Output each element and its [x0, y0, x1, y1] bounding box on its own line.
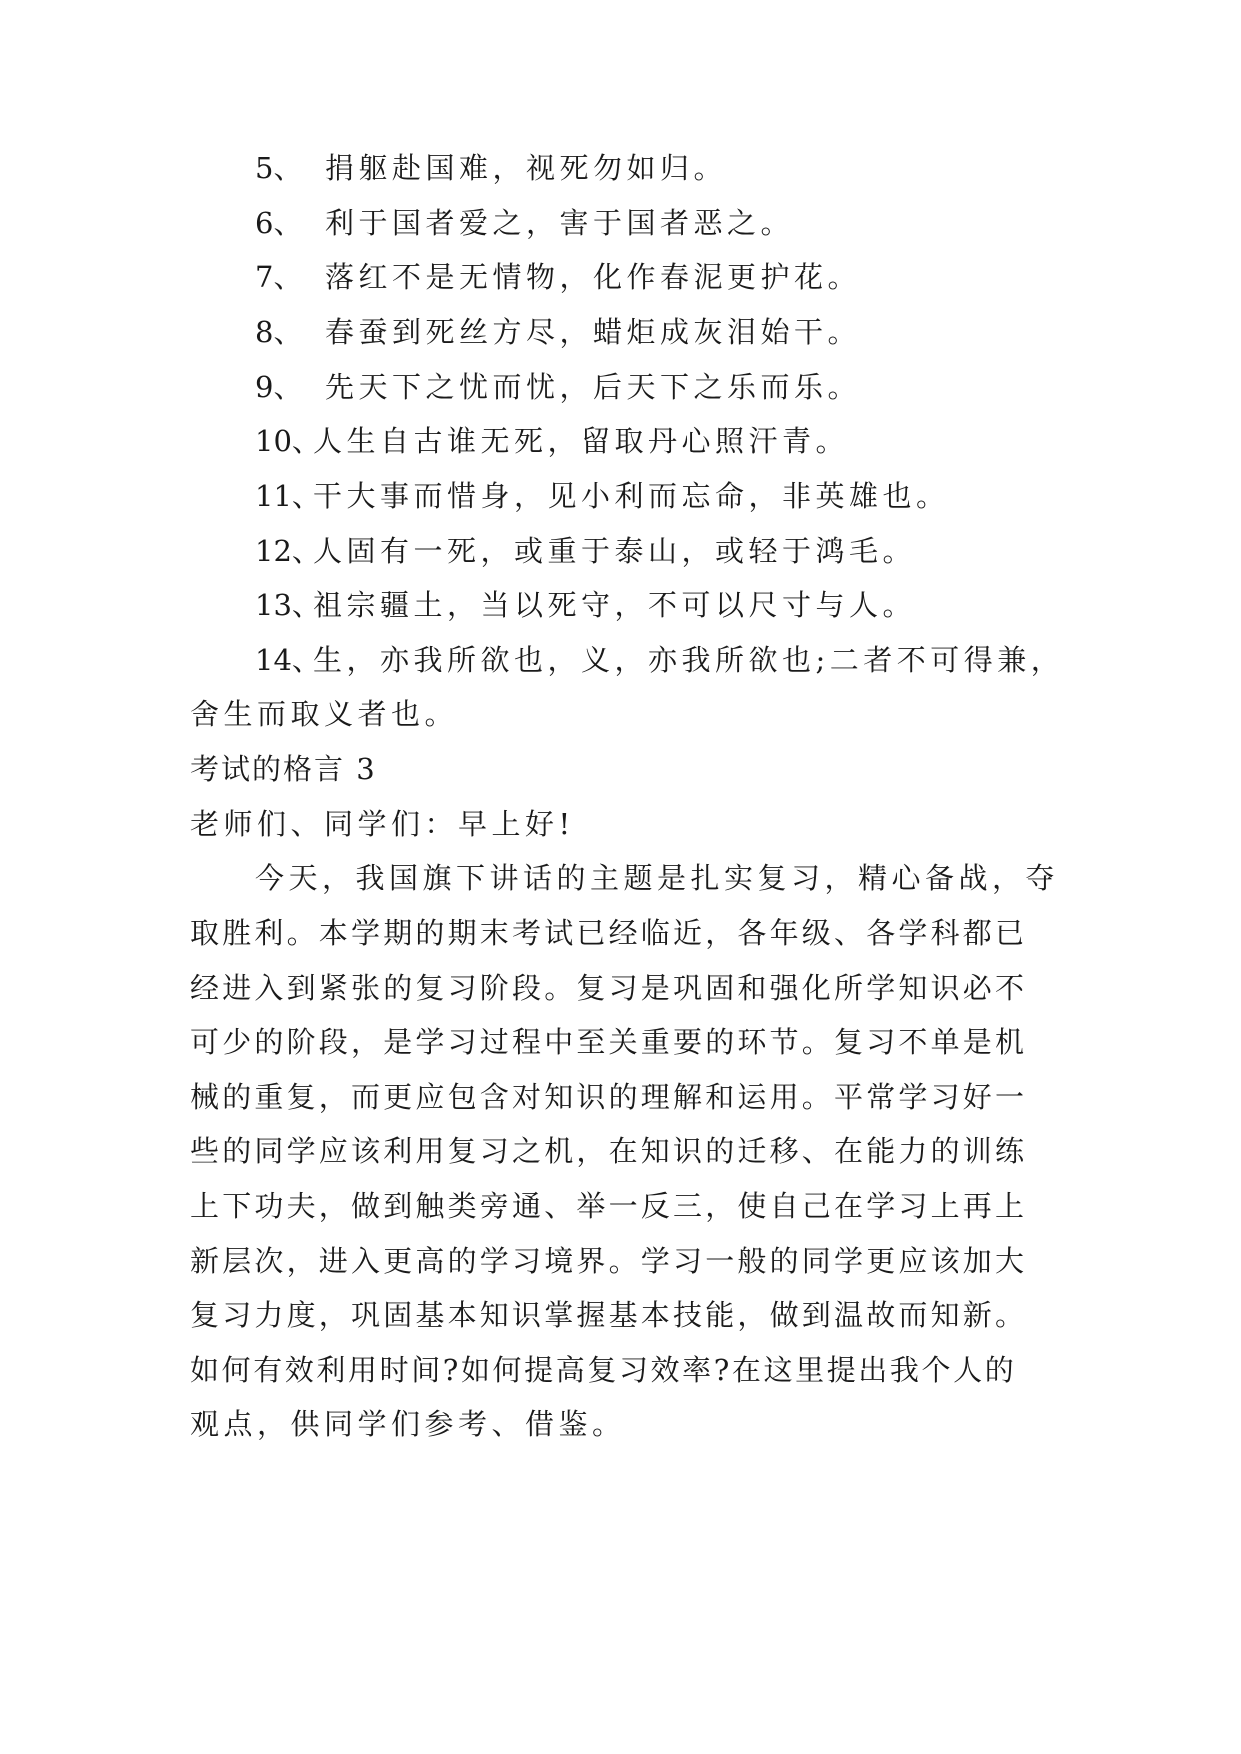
- list-item-text: 祖宗疆土，当以死守，不可以尺寸与人。: [313, 588, 917, 622]
- list-item-number: 6、: [255, 206, 303, 240]
- list-item-text: 落红不是无情物，化作春泥更护花。: [325, 260, 862, 294]
- section-heading: 考试的格言 3: [190, 752, 377, 786]
- list-item: [255, 203, 794, 243]
- list-item-number: 5、: [255, 151, 303, 185]
- list-item: [255, 531, 916, 571]
- list-item: [255, 312, 861, 352]
- list-item: [255, 476, 950, 516]
- list-item-text: 干大事而惜身，见小利而忘命，非英雄也。: [313, 479, 950, 513]
- paragraph-line: 上下功夫，做到触类旁通、举一反三，使自己在学习上再上: [190, 1189, 1028, 1223]
- greeting: 老师们、同学们：早上好!: [190, 807, 575, 841]
- list-item: [255, 585, 916, 625]
- paragraph-line: 新层次，进入更高的学习境界。学习一般的同学更应该加大: [190, 1244, 1028, 1278]
- paragraph-line: 经进入到紧张的复习阶段。复习是巩固和强化所学知识必不: [190, 971, 1028, 1005]
- list-item: [255, 148, 727, 188]
- list-item-number: 12、: [255, 534, 321, 568]
- list-item-number: 8、: [255, 315, 303, 349]
- list-item-number: 13、: [255, 588, 321, 622]
- list-item-text: 人生自古谁无死，留取丹心照汗青。: [313, 424, 850, 458]
- list-item-text: 生，亦我所欲也，义，亦我所欲也;二者不可得兼，: [313, 643, 1065, 677]
- list-item-number: 10、: [255, 424, 321, 458]
- list-item: [255, 257, 861, 297]
- list-item-continuation: 舍生而取义者也。: [190, 697, 459, 731]
- list-item-text: 利于国者爱之，害于国者恶之。: [325, 206, 795, 240]
- list-item-number: 9、: [255, 370, 303, 404]
- list-item-text: 捐躯赴国难，视死勿如归。: [325, 151, 728, 185]
- list-item: [255, 421, 849, 461]
- list-item-number: 7、: [255, 260, 303, 294]
- paragraph-line: 今天，我国旗下讲话的主题是扎实复习，精心备战，夺: [255, 861, 1060, 895]
- paragraph-line: 观点，供同学们参考、借鉴。: [190, 1407, 626, 1441]
- list-item-text: 春蚕到死丝方尽，蜡炬成灰泪始干。: [325, 315, 862, 349]
- paragraph-line: 些的同学应该利用复习之机，在知识的迁移、在能力的训练: [190, 1134, 1028, 1168]
- list-item: [255, 640, 1064, 680]
- list-item-text: 先天下之忧而忧，后天下之乐而乐。: [325, 370, 862, 404]
- list-item-number: 11、: [255, 479, 321, 513]
- paragraph-line: 复习力度，巩固基本知识掌握基本技能，做到温故而知新。: [190, 1298, 1028, 1332]
- list-item-text: 人固有一死，或重于泰山，或轻于鸿毛。: [313, 534, 917, 568]
- paragraph-line: 械的重复，而更应包含对知识的理解和运用。平常学习好一: [190, 1080, 1028, 1114]
- list-item: [255, 367, 861, 407]
- paragraph-line: 如何有效利用时间?如何提高复习效率?在这里提出我个人的: [190, 1353, 1017, 1387]
- paragraph-line: 取胜利。本学期的期末考试已经临近，各年级、各学科都已: [190, 916, 1028, 950]
- paragraph-line: 可少的阶段，是学习过程中至关重要的环节。复习不单是机: [190, 1025, 1028, 1059]
- list-item-number: 14、: [255, 643, 321, 677]
